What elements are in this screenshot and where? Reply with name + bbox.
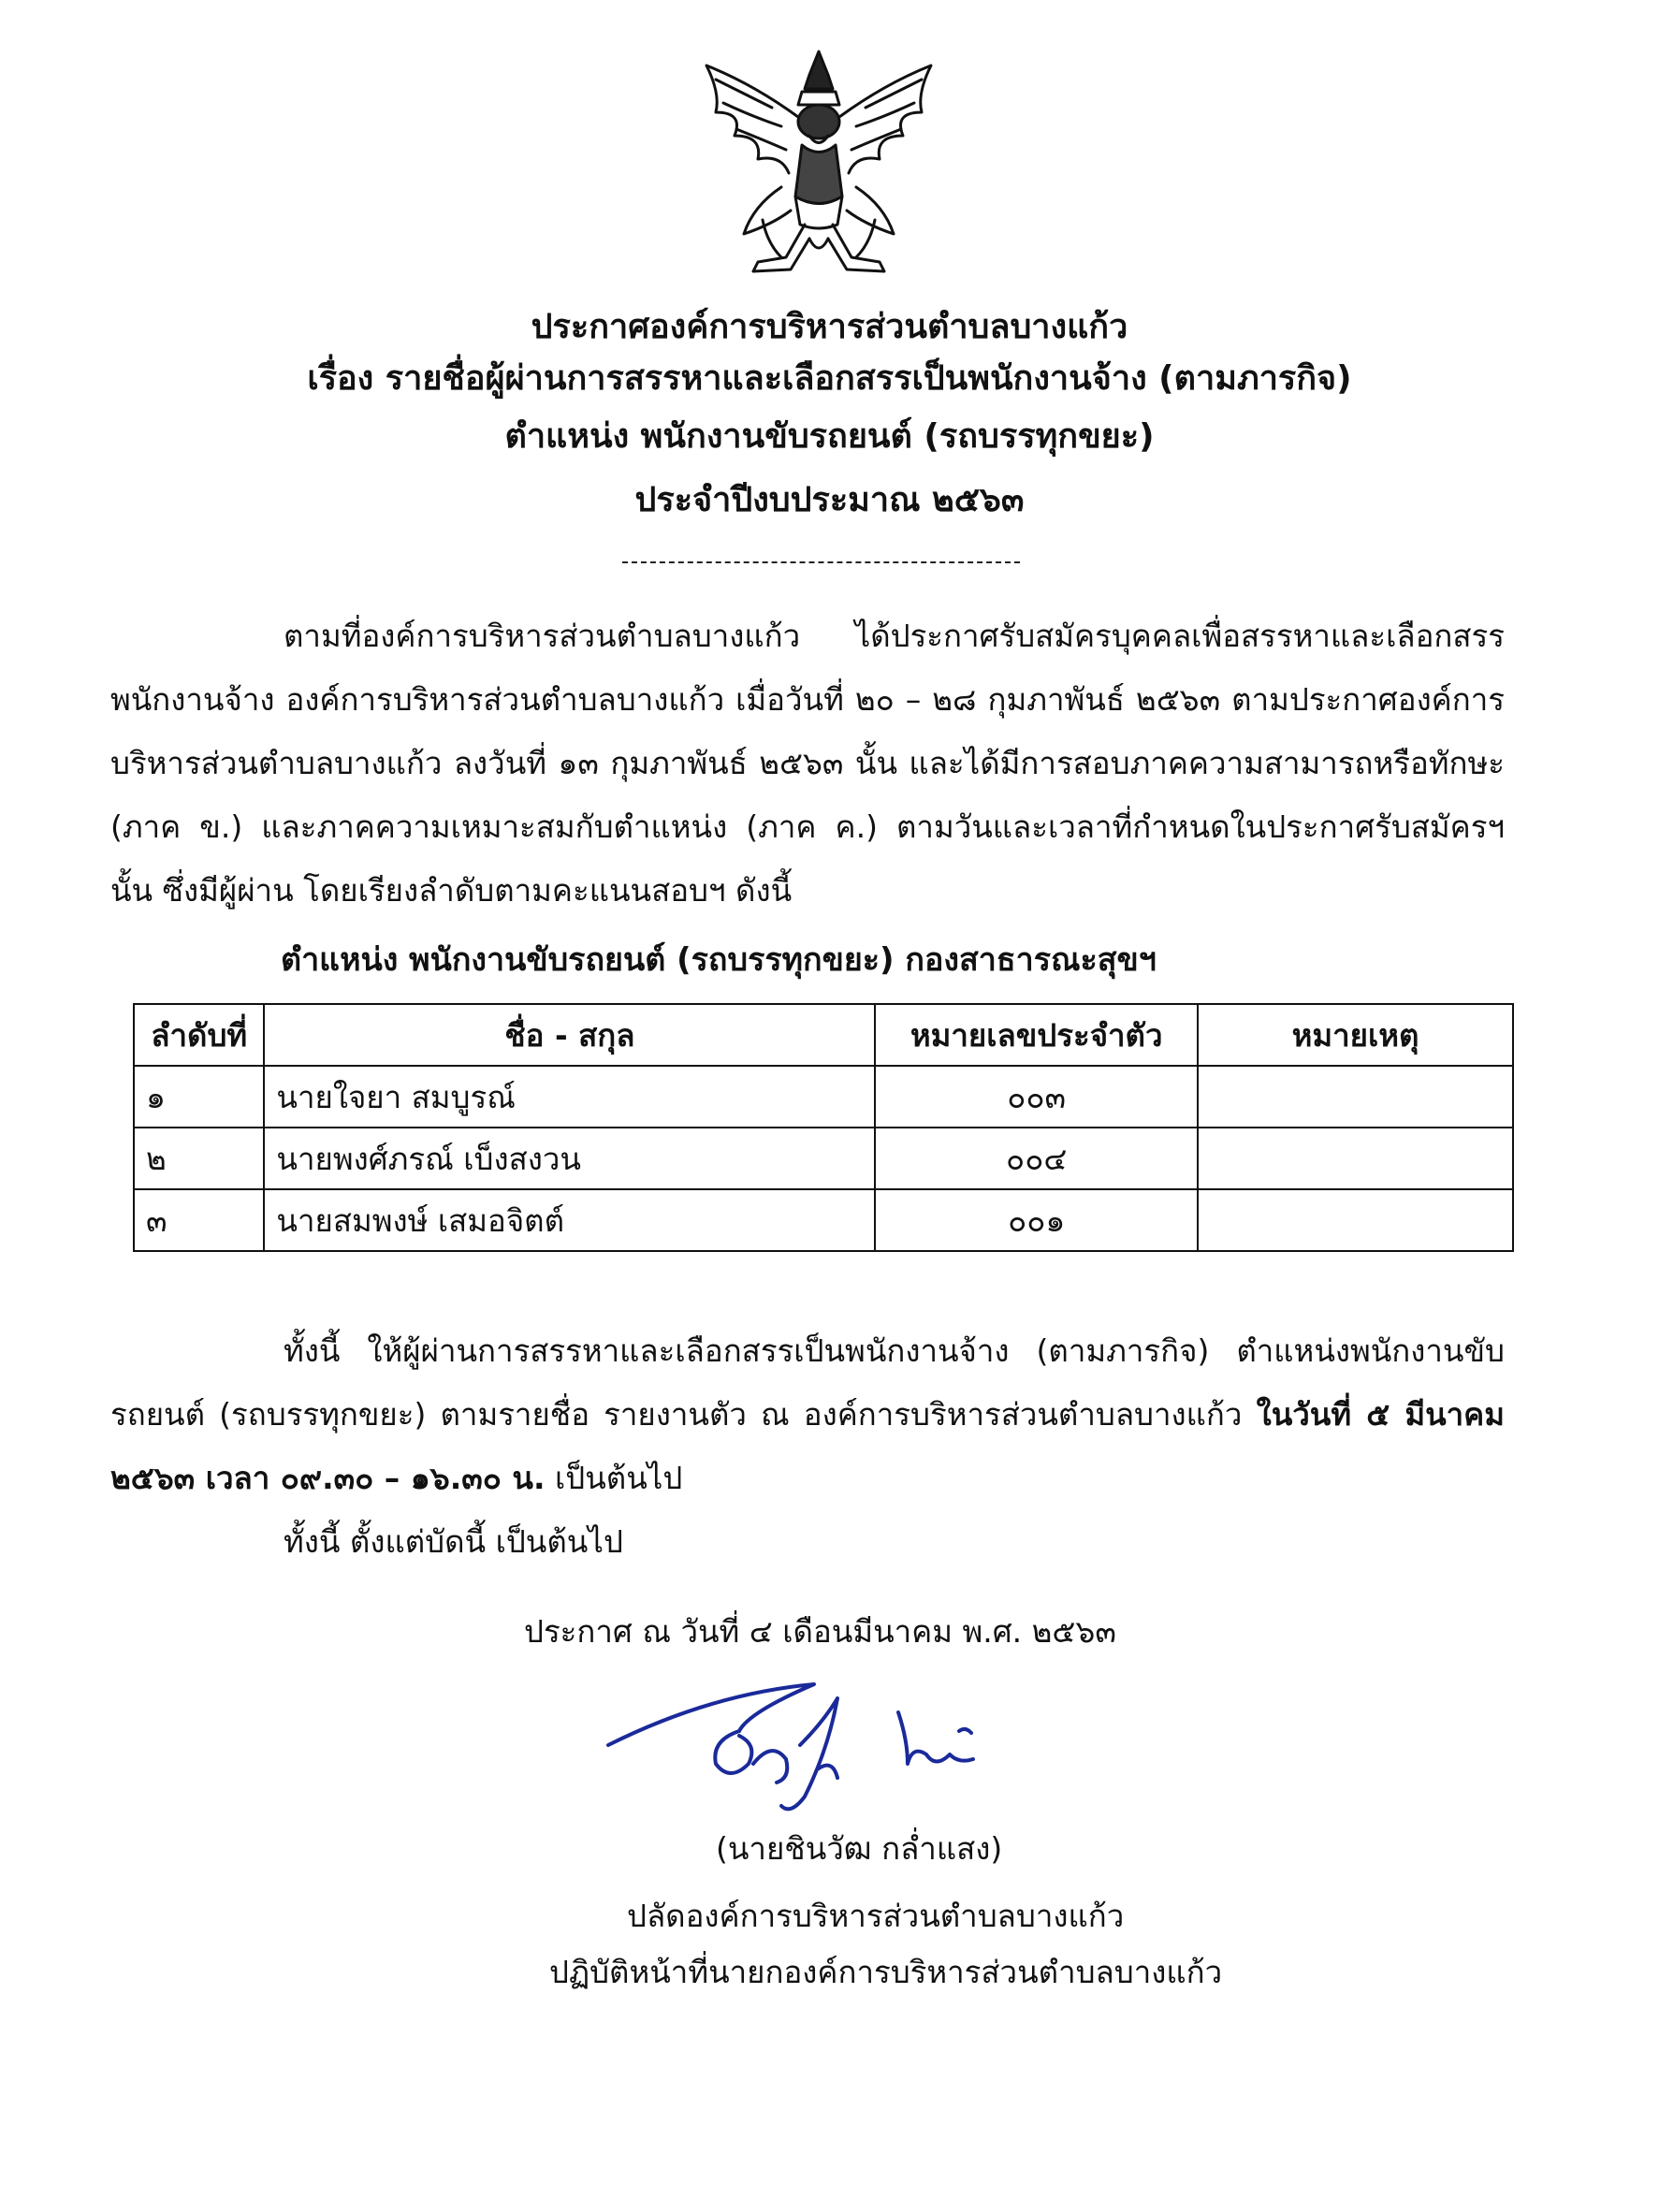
announcement-fiscal-year: ประจำปีงบประมาณ ๒๕๖๓ xyxy=(634,481,1025,519)
table-caption: ตำแหน่ง พนักงานขับรถยนต์ (รถบรรทุกขยะ) กองสาธารณะสุขฯ xyxy=(281,941,1157,979)
divider xyxy=(622,561,1020,563)
signer-title: ปลัดองค์การบริหารส่วนตำบลบางแก้ว xyxy=(627,1898,1125,1934)
signer-name: (นายชินวัฒ กล่ำแสง) xyxy=(716,1830,1003,1867)
header-id-number: หมายเลขประจำตัว xyxy=(875,1004,1198,1066)
cell-name: นายสมพงษ์ เสมอจิตต์ xyxy=(264,1189,875,1251)
cell-id-number: ๐๐๔ xyxy=(875,1128,1198,1189)
table-header-row xyxy=(134,1004,1513,1066)
cell-id-number: ๐๐๑ xyxy=(875,1189,1198,1251)
signer-acting-title: ปฏิบัติหน้าที่นายกองค์การบริหารส่วนตำบลบางแก้ว xyxy=(549,1954,1223,1990)
table-row xyxy=(134,1189,1513,1251)
announcement-subject: เรื่อง รายชื่อผู้ผ่านการสรรหาและเลือกสรรเป็นพนักงานจ้าง (ตามภารกิจ) xyxy=(307,359,1352,398)
report-text: ทั้งนี้ ให้ผู้ผ่านการสรรหาและเลือกสรรเป็นพนักงานจ้าง (ตามภารกิจ) ตำแหน่งพนักงานขับรถยนต์ (รถบรรทุกขยะ) ตามรายชื่อ รายงานตัว ณ องค์การบริหารส่วนตำบลบางแก้ว xyxy=(110,1332,1505,1433)
cell-remark xyxy=(1198,1128,1513,1189)
header-name: ชื่อ - สกุล xyxy=(264,1004,875,1066)
cell-name: นายพงศ์ภรณ์ เบ็งสงวน xyxy=(264,1128,875,1189)
cell-id-number: ๐๐๓ xyxy=(875,1066,1198,1128)
header-order: ลำดับที่ xyxy=(134,1004,264,1066)
report-tail: เป็นต้นไป xyxy=(555,1460,683,1496)
report-paragraph xyxy=(110,1319,1505,1510)
cell-order: ๓ xyxy=(134,1189,264,1251)
header-remark: หมายเหตุ xyxy=(1198,1004,1513,1066)
report-date-time: ในวันที่ ๕ มีนาคม ๒๕๖๓ เวลา ๐๙.๓๐ – ๑๖.๓๐ น. xyxy=(110,1396,1505,1496)
garuda-emblem-icon xyxy=(678,47,959,281)
cell-remark xyxy=(1198,1066,1513,1128)
announce-date: ประกาศ ณ วันที่ ๔ เดือนมีนาคม พ.ศ. ๒๕๖๓ xyxy=(524,1613,1116,1650)
table-row xyxy=(134,1128,1513,1189)
intro-paragraph: ตามที่องค์การบริหารส่วนตำบลบางแก้ว ได้ประกาศรับสมัครบุคคลเพื่อสรรหาและเลือกสรรพนักงานจ้าง องค์การบริหารส่วนตำบลบางแก้ว เมื่อวันที่ ๒๐ – ๒๘ กุมภาพันธ์ ๒๕๖๓ ตามประกาศองค์การบริหารส่วนตำบลบางแก้ว ลงวันที่ ๑๓ กุมภาพันธ์ ๒๕๖๓ นั้น และได้มีการสอบภาคความสามารถหรือทักษะ (ภาค ข.) และภาคความเหมาะสมกับตำแหน่ง (ภาค ค.) ตามวันและเวลาที่กำหนดในประกาศรับสมัครฯ นั้น ซึ่งมีผู้ผ่าน โดยเรียงลำดับตามคะแนนสอบฯ ดังนี้ xyxy=(110,618,1505,909)
table-row xyxy=(134,1066,1513,1128)
effective-statement: ทั้งนี้ ตั้งแต่บัดนี้ เป็นต้นไป xyxy=(284,1523,623,1560)
candidate-table xyxy=(133,1003,1514,1252)
announcement-position: ตำแหน่ง พนักงานขับรถยนต์ (รถบรรทุกขยะ) xyxy=(504,417,1155,456)
handwritten-signature-icon xyxy=(599,1675,1011,1825)
cell-remark xyxy=(1198,1189,1513,1251)
announcement-title: ประกาศองค์การบริหารส่วนตำบลบางแก้ว xyxy=(531,308,1128,346)
cell-order: ๑ xyxy=(134,1066,264,1128)
cell-order: ๒ xyxy=(134,1128,264,1189)
cell-name: นายใจยา สมบูรณ์ xyxy=(264,1066,875,1128)
